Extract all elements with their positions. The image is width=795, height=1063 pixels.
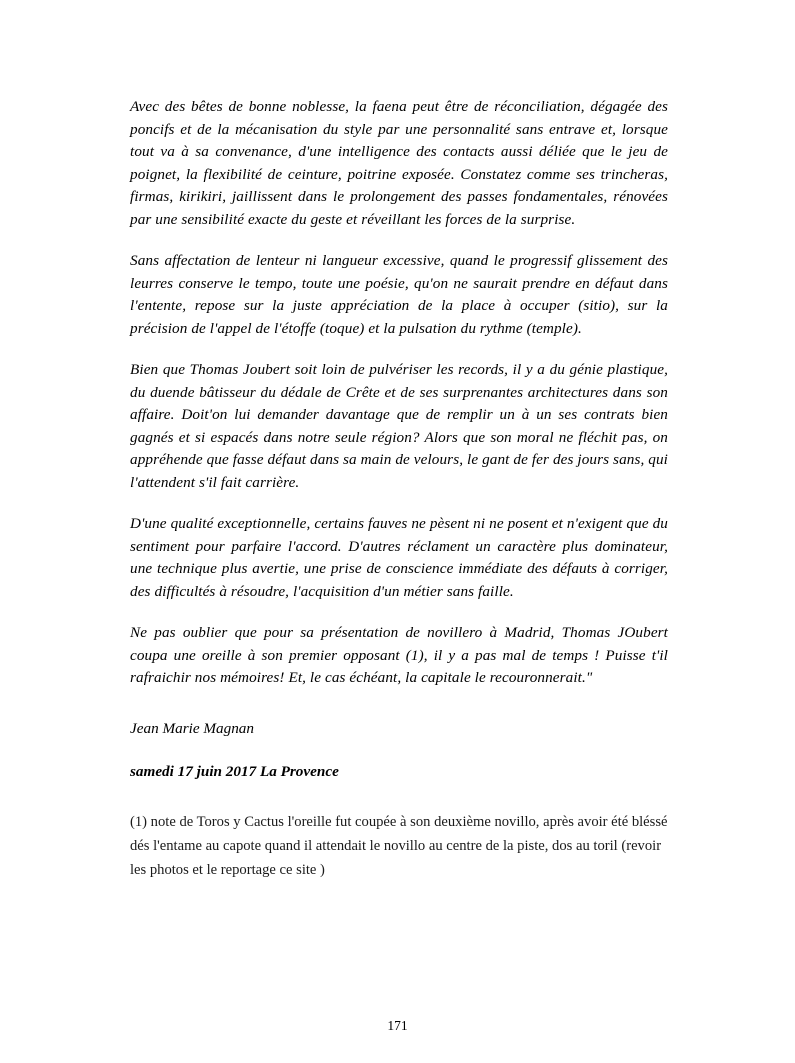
author-signature: Jean Marie Magnan xyxy=(130,719,254,737)
page-number: 171 xyxy=(387,1018,408,1033)
document-body xyxy=(130,96,668,882)
paragraph-1: Avec des bêtes de bonne noblesse, la faena peut être de réconciliation, dégagée des poncifs et de la mécanisation du style par une personnalité sans entrave et, lorsque tout va à sa convenance, d'une intelligence des contacts aussi déliée que le jeu de poignet, la flexibilité de ceinture, poitrine exposée. Constatez comme ses trincheras, firmas, kirikiri, jaillissent dans le prolongement des passes fondamentales, rénovées par une sensibilité exacte du geste et réveillant les forces de la surprise. xyxy=(130,98,668,228)
publication-dateline: samedi 17 juin 2017 La Provence xyxy=(130,763,339,780)
paragraph-3: Bien que Thomas Joubert soit loin de pulvériser les records, il y a du génie plastique, du duende bâtisseur du dédale de Crête et de ses surprenantes architectures dans son affaire. Doit'on lui demander davantage que de remplir un à un ses contrats bien gagnés et si espacés dans notre seule région? Alors que son moral ne fléchit pas, on appréhende que fasse défaut dans sa main de velours, le gant de fer des jours sans, qui l'attendent s'il fait carrière. xyxy=(130,361,668,491)
paragraph-4: D'une qualité exceptionnelle, certains fauves ne pèsent ni ne posent et n'exigent que du sentiment pour parfaire l'accord. D'autres réclament un caractère plus dominateur, une technique plus avertie, une prise de conscience immédiate des défauts à corriger, des difficultés à résoudre, l'acquisition d'un métier sans faille. xyxy=(130,515,668,600)
footnote-1: (1) note de Toros y Cactus l'oreille fut coupée à son deuxième novillo, après avoir été bléssé dés l'entame au capote quand il attendait le novillo au centre de la piste, dos au toril (revoir les photos et le reportage ce site ) xyxy=(130,813,668,878)
paragraph-2: Sans affectation de lenteur ni langueur excessive, quand le progressif glissement des leurres conserve le tempo, toute une poésie, qu'on ne saurait prendre en défaut dans l'entente, repose sur la juste appréciation de la place à occuper (sitio), sur la précision de l'appel de l'étoffe (toque) et la pulsation du rythme (temple). xyxy=(130,252,668,337)
paragraph-5: Ne pas oublier que pour sa présentation de novillero à Madrid, Thomas JOubert coupa une oreille à son premier opposant (1), il y a pas mal de temps ! Puisse t'il rafraichir nos mémoires! Et, le cas échéant, la capitale le recouronnerait." xyxy=(130,624,668,686)
